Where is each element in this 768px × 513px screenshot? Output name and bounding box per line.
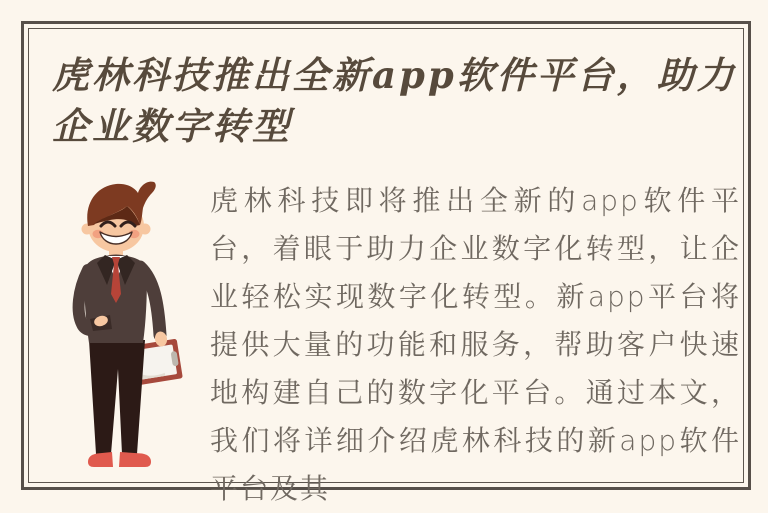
businessman-illustration [50, 172, 202, 472]
legs-shape [89, 340, 145, 454]
article-body-text: 虎林科技即将推出全新的app软件平台，着眼于助力企业数字化转型，让企业轻松实现数字化转型。新app平台将提供大量的功能和服务，帮助客户快速地构建自己的数字化平台。通过本文，我们将详细介绍虎林科技的新app软件平台及其 [210, 184, 741, 505]
businessman-svg [50, 172, 202, 472]
page-title: 虎林科技推出全新app软件平台，助力企业数字转型 [52, 53, 737, 148]
shoe-right [119, 452, 151, 467]
shoe-left [88, 452, 113, 467]
